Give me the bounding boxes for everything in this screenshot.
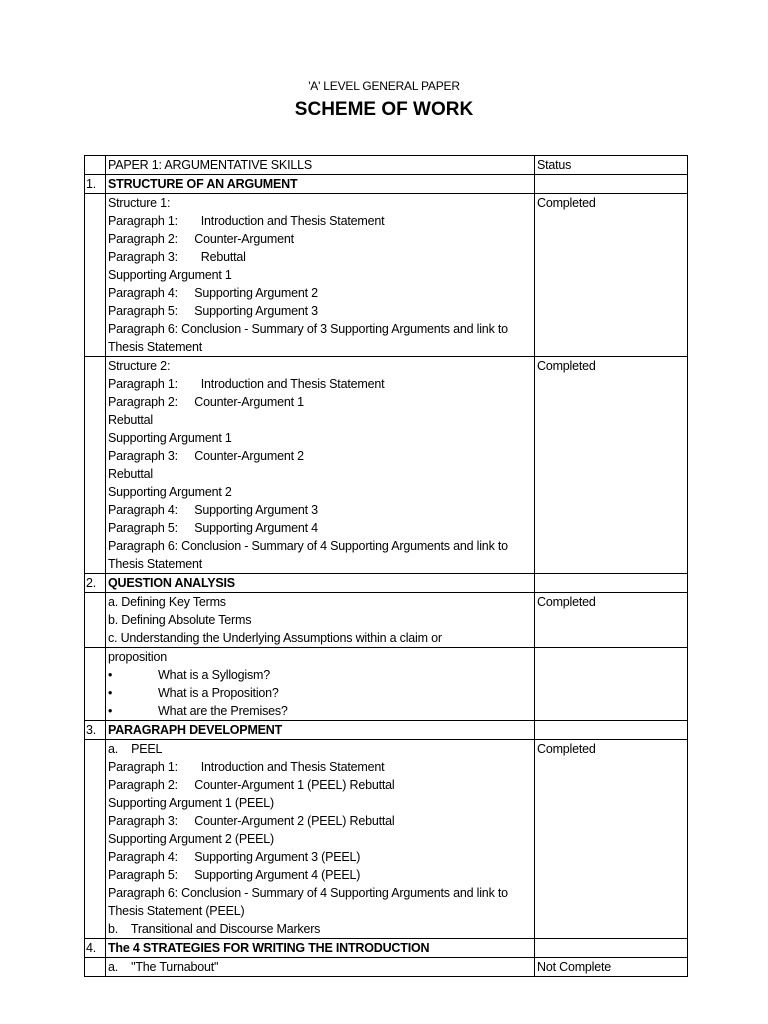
topic-line: Paragraph 1: Introduction and Thesis Statement [108, 214, 385, 228]
status-completed: Completed [535, 740, 688, 939]
topic-content [106, 357, 535, 574]
topic-line: Paragraph 4: Supporting Argument 2 [108, 286, 318, 300]
topic-line: c. Understanding the Underlying Assumptions within a claim or [108, 631, 442, 645]
topic-line: Supporting Argument 1 [108, 268, 232, 282]
topic-row [85, 593, 688, 648]
topic-line: Structure 2: [108, 359, 171, 373]
topic-line: Rebuttal [108, 413, 153, 427]
topic-line: b. Transitional and Discourse Markers [108, 922, 321, 936]
topic-line: Paragraph 3: Rebuttal [108, 250, 246, 264]
status-completed: Completed [535, 194, 688, 357]
section-row [85, 175, 688, 194]
status-empty [535, 648, 688, 721]
section-title: STRUCTURE OF AN ARGUMENT [106, 175, 535, 194]
section-status-cell [535, 175, 688, 194]
section-row [85, 939, 688, 958]
topic-line: Rebuttal [108, 467, 153, 481]
topic-line: Paragraph 6: Conclusion - Summary of 4 Supporting Arguments and link to Thesis Statement [108, 539, 508, 571]
section-status-cell [535, 721, 688, 740]
status-completed: Completed [535, 357, 688, 574]
topic-line: Supporting Argument 1 (PEEL) [108, 796, 275, 810]
topic-line: Paragraph 5: Supporting Argument 4 (PEEL) [108, 868, 361, 882]
topic-content [106, 958, 535, 977]
header-number-cell [85, 156, 106, 175]
topic-content [106, 740, 535, 939]
section-number: 4. [85, 939, 106, 958]
topic-line: Supporting Argument 2 [108, 485, 232, 499]
header-topic-cell: PAPER 1: ARGUMENTATIVE SKILLS [106, 156, 535, 175]
table-header-row [85, 156, 688, 175]
topic-line: Paragraph 2: Counter-Argument 1 (PEEL) Rebuttal [108, 778, 395, 792]
topic-line: Supporting Argument 2 (PEEL) [108, 832, 275, 846]
topic-content [106, 648, 535, 721]
document-title: SCHEME OF WORK [294, 99, 474, 120]
topic-line: Supporting Argument 1 [108, 431, 232, 445]
header-status-cell: Status [535, 156, 688, 175]
topic-line: Paragraph 3: Counter-Argument 2 (PEEL) Rebuttal [108, 814, 395, 828]
section-title: QUESTION ANALYSIS [106, 574, 535, 593]
topic-line: Paragraph 2: Counter-Argument [108, 232, 294, 246]
topic-line: proposition [108, 650, 167, 664]
topic-line: Paragraph 1: Introduction and Thesis Statement [108, 377, 385, 391]
bullet-line: • What is a Proposition? [108, 686, 279, 700]
document-subtitle: 'A' LEVEL GENERAL PAPER [308, 79, 460, 93]
topic-line: Paragraph 5: Supporting Argument 3 [108, 304, 318, 318]
topic-line: a. PEEL [108, 742, 163, 756]
section-number: 3. [85, 721, 106, 740]
topic-line: b. Defining Absolute Terms [108, 613, 252, 627]
scheme-of-work-table [84, 155, 688, 977]
topic-line: Structure 1: [108, 196, 171, 210]
topic-line: Paragraph 4: Supporting Argument 3 (PEEL) [108, 850, 361, 864]
topic-row [85, 958, 688, 977]
topic-line: Paragraph 3: Counter-Argument 2 [108, 449, 304, 463]
topic-content [106, 593, 535, 648]
status-completed: Completed [535, 593, 688, 648]
topic-content [106, 194, 535, 357]
bullet-line: • What are the Premises? [108, 704, 288, 718]
topic-line: Paragraph 5: Supporting Argument 4 [108, 521, 318, 535]
topic-row [85, 194, 688, 357]
topic-line: Paragraph 1: Introduction and Thesis Statement [108, 760, 385, 774]
section-number: 2. [85, 574, 106, 593]
status-not-complete: Not Complete [535, 958, 688, 977]
topic-line: a. Defining Key Terms [108, 595, 226, 609]
bullet-line: • What is a Syllogism? [108, 668, 271, 682]
topic-line: Paragraph 6: Conclusion - Summary of 3 Supporting Arguments and link to Thesis Statement [108, 322, 508, 354]
section-title: PARAGRAPH DEVELOPMENT [106, 721, 535, 740]
section-status-cell [535, 939, 688, 958]
section-row [85, 721, 688, 740]
topic-row [85, 357, 688, 574]
topic-line: Paragraph 2: Counter-Argument 1 [108, 395, 304, 409]
section-number: 1. [85, 175, 106, 194]
topic-line: a. "The Turnabout" [108, 960, 219, 974]
topic-line: Paragraph 6: Conclusion - Summary of 4 Supporting Arguments and link to Thesis Statement (PEEL) [108, 886, 508, 918]
section-title: The 4 STRATEGIES FOR WRITING THE INTRODUCTION [106, 939, 535, 958]
topic-row [85, 740, 688, 939]
section-status-cell [535, 574, 688, 593]
topic-row [85, 648, 688, 721]
section-row [85, 574, 688, 593]
topic-line: Paragraph 4: Supporting Argument 3 [108, 503, 318, 517]
